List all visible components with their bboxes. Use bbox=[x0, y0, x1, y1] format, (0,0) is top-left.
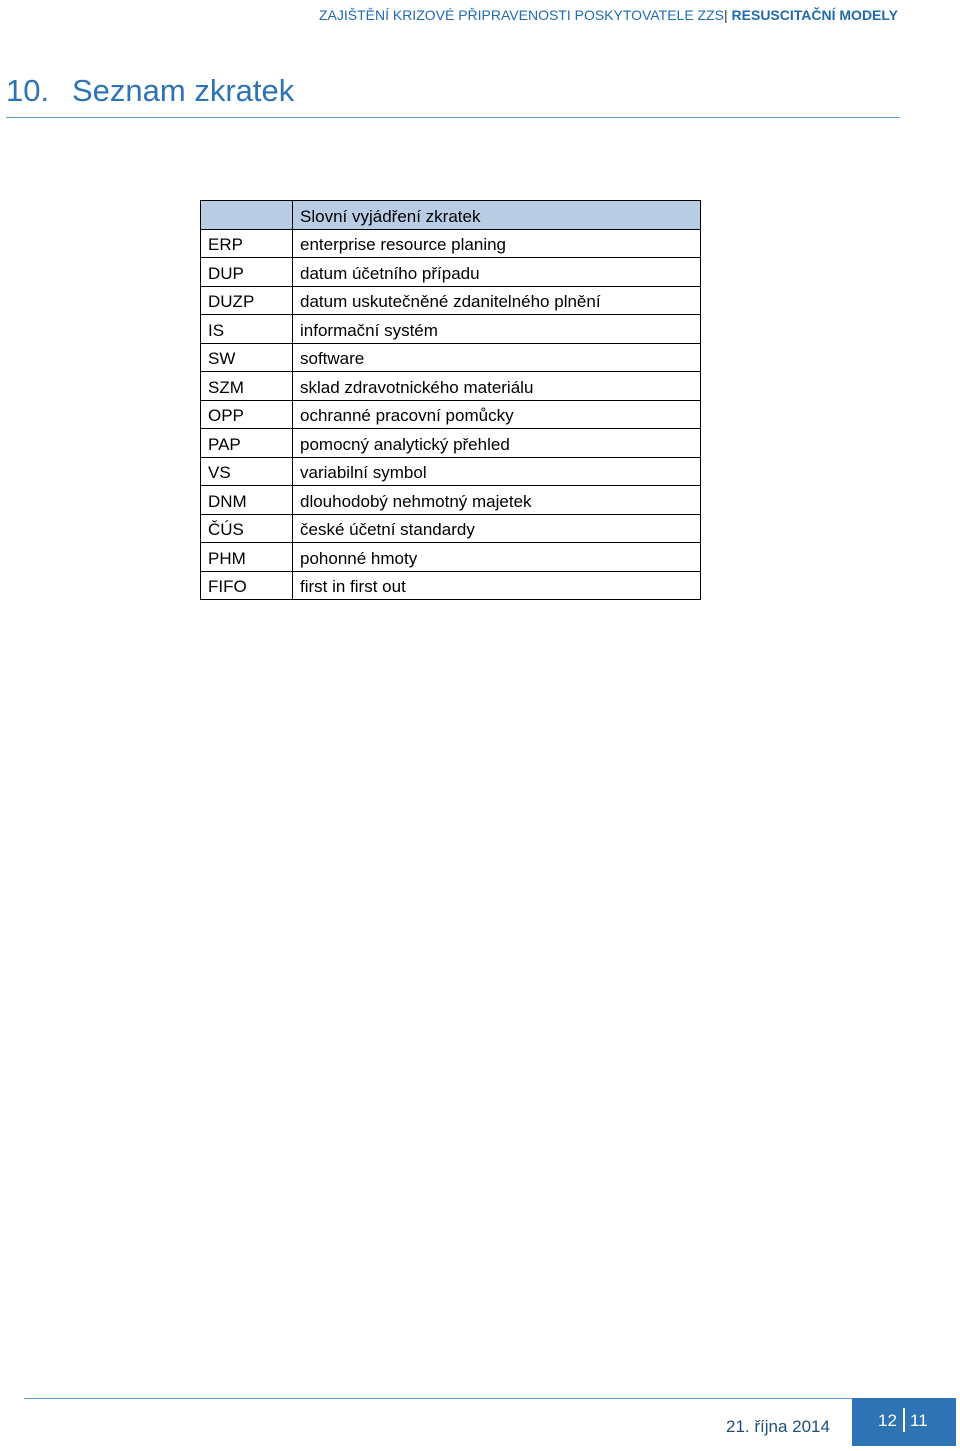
abbreviation-cell: FIFO bbox=[201, 571, 293, 600]
table-row bbox=[201, 543, 701, 572]
table-row bbox=[201, 571, 701, 600]
page-number-box bbox=[852, 1398, 956, 1446]
abbreviation-cell: IS bbox=[201, 315, 293, 344]
meaning-cell: sklad zdravotnického materiálu bbox=[293, 372, 701, 401]
abbreviation-cell: PHM bbox=[201, 543, 293, 572]
table-row bbox=[201, 286, 701, 315]
meaning-cell: enterprise resource planing bbox=[293, 229, 701, 258]
table-row bbox=[201, 343, 701, 372]
table-row bbox=[201, 429, 701, 458]
meaning-cell: datum uskutečněné zdanitelného plnění bbox=[293, 286, 701, 315]
section-title: Seznam zkratek bbox=[72, 73, 295, 108]
document-title: ZAJIŠTĚNÍ KRIZOVÉ PŘIPRAVENOSTI POSKYTOVATELE ZZS bbox=[318, 7, 724, 23]
footer-rule bbox=[24, 1398, 852, 1399]
table-row bbox=[201, 400, 701, 429]
meaning-cell: datum účetního případu bbox=[293, 258, 701, 287]
abbreviation-cell: ČÚS bbox=[201, 514, 293, 543]
abbreviation-cell: PAP bbox=[201, 429, 293, 458]
section-heading bbox=[6, 70, 900, 118]
abbreviation-cell: ERP bbox=[201, 229, 293, 258]
table-row bbox=[201, 315, 701, 344]
running-header bbox=[319, 5, 898, 25]
header-cell-abbreviation bbox=[201, 201, 293, 230]
table-row bbox=[201, 486, 701, 515]
meaning-cell: dlouhodobý nehmotný majetek bbox=[293, 486, 701, 515]
abbreviation-cell: DUP bbox=[201, 258, 293, 287]
meaning-cell: informační systém bbox=[293, 315, 701, 344]
table-header-row bbox=[201, 201, 701, 230]
page-total: 11 bbox=[910, 1411, 928, 1430]
meaning-cell: software bbox=[293, 343, 701, 372]
meaning-cell: pomocný analytický přehled bbox=[293, 429, 701, 458]
meaning-cell: variabilní symbol bbox=[293, 457, 701, 486]
footer-date: 21. října 2014 bbox=[726, 1417, 830, 1436]
table-row bbox=[201, 229, 701, 258]
meaning-cell: ochranné pracovní pomůcky bbox=[293, 400, 701, 429]
table-row bbox=[201, 372, 701, 401]
abbreviation-cell: SZM bbox=[201, 372, 293, 401]
meaning-cell: české účetní standardy bbox=[293, 514, 701, 543]
table-row bbox=[201, 457, 701, 486]
abbreviation-cell: OPP bbox=[201, 400, 293, 429]
section-number: 10. bbox=[6, 73, 50, 108]
header-cell-meaning: Slovní vyjádření zkratek bbox=[293, 201, 701, 230]
page-number: 12 bbox=[878, 1411, 897, 1430]
abbreviation-table bbox=[200, 200, 701, 600]
abbreviation-cell: DNM bbox=[201, 486, 293, 515]
meaning-cell: pohonné hmoty bbox=[293, 543, 701, 572]
header-separator: | bbox=[724, 7, 728, 23]
chapter-title: RESUSCITAČNÍ MODELY bbox=[731, 7, 898, 23]
table-row bbox=[201, 514, 701, 543]
abbreviation-cell: VS bbox=[201, 457, 293, 486]
table-row bbox=[201, 258, 701, 287]
meaning-cell: first in first out bbox=[293, 571, 701, 600]
abbreviation-cell: SW bbox=[201, 343, 293, 372]
abbreviation-cell: DUZP bbox=[201, 286, 293, 315]
page-number-divider bbox=[903, 1408, 905, 1432]
abbreviation-table-body bbox=[201, 201, 701, 600]
